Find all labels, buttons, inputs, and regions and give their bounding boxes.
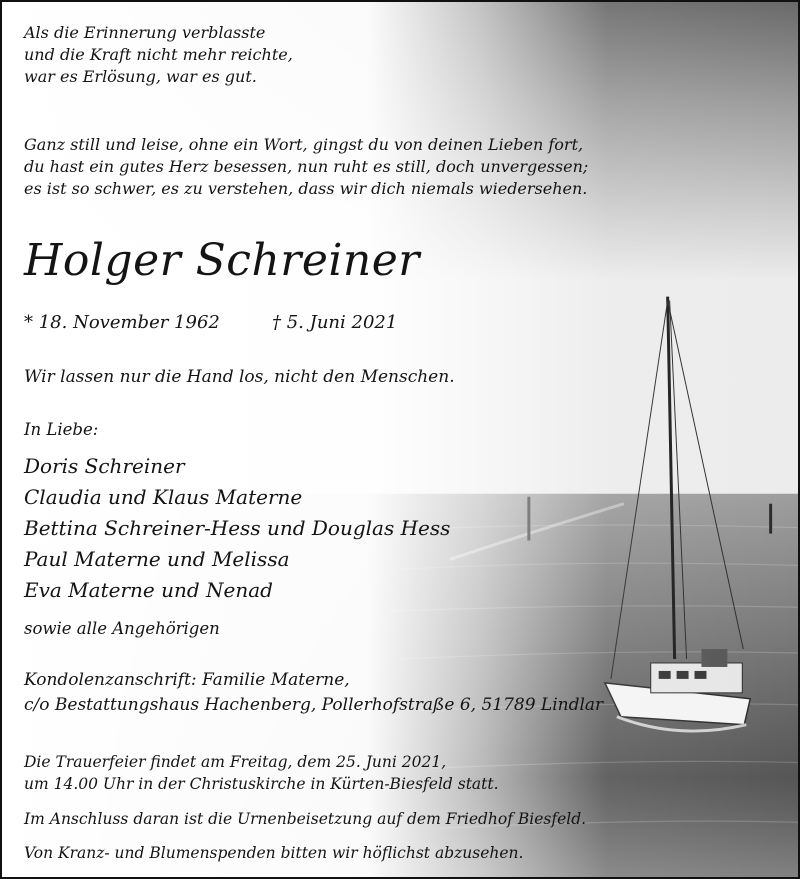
relatives-line: sowie alle Angehörigen [24, 619, 220, 638]
service-info [24, 751, 499, 795]
poem-stanza-2 [24, 134, 588, 200]
condolence-address [24, 668, 603, 718]
burial-info: Im Anschluss daran ist die Urnenbeisetzung auf dem Friedhof Biesfeld. [24, 810, 587, 828]
poem-line: Als die Erinnerung verblasste [24, 23, 266, 42]
address-line: Kondolenzanschrift: Familie Materne, [24, 670, 350, 690]
mourners-list [24, 451, 450, 606]
mourner-name: Paul Materne und Melissa [24, 547, 290, 571]
death-date: † 5. Juni 2021 [272, 312, 398, 333]
birth-date: * 18. November 1962 [24, 312, 220, 333]
deceased-name: Holger Schreiner [24, 235, 420, 286]
poem-line: Ganz still und leise, ohne ein Wort, gingst du von deinen Lieben fort, [24, 135, 584, 154]
mourner-name: Doris Schreiner [24, 454, 185, 478]
poem-line: war es Erlösung, war es gut. [24, 67, 257, 86]
poem-line: es ist so schwer, es zu verstehen, dass wir dich niemals wiedersehen. [24, 179, 588, 198]
poem-stanza-1 [24, 22, 293, 88]
poem-line: du hast ein gutes Herz besessen, nun ruht es still, doch unvergessen; [24, 157, 589, 176]
in-love-label: In Liebe: [24, 420, 99, 439]
flowers-note: Von Kranz- und Blumenspenden bitten wir höflichst abzusehen. [24, 844, 524, 862]
quote-line: Wir lassen nur die Hand los, nicht den Menschen. [24, 367, 455, 387]
mourner-name: Eva Materne und Nenad [24, 578, 273, 602]
service-line: Die Trauerfeier findet am Freitag, dem 25. Juni 2021, [24, 753, 447, 771]
address-line: c/o Bestattungshaus Hachenberg, Pollerhofstraße 6, 51789 Lindlar [24, 695, 604, 715]
mourner-name: Claudia und Klaus Materne [24, 485, 303, 509]
poem-line: und die Kraft nicht mehr reichte, [24, 45, 293, 64]
service-line: um 14.00 Uhr in der Christuskirche in Kürten-Biesfeld statt. [24, 775, 499, 793]
mourner-name: Bettina Schreiner-Hess und Douglas Hess [24, 516, 451, 540]
